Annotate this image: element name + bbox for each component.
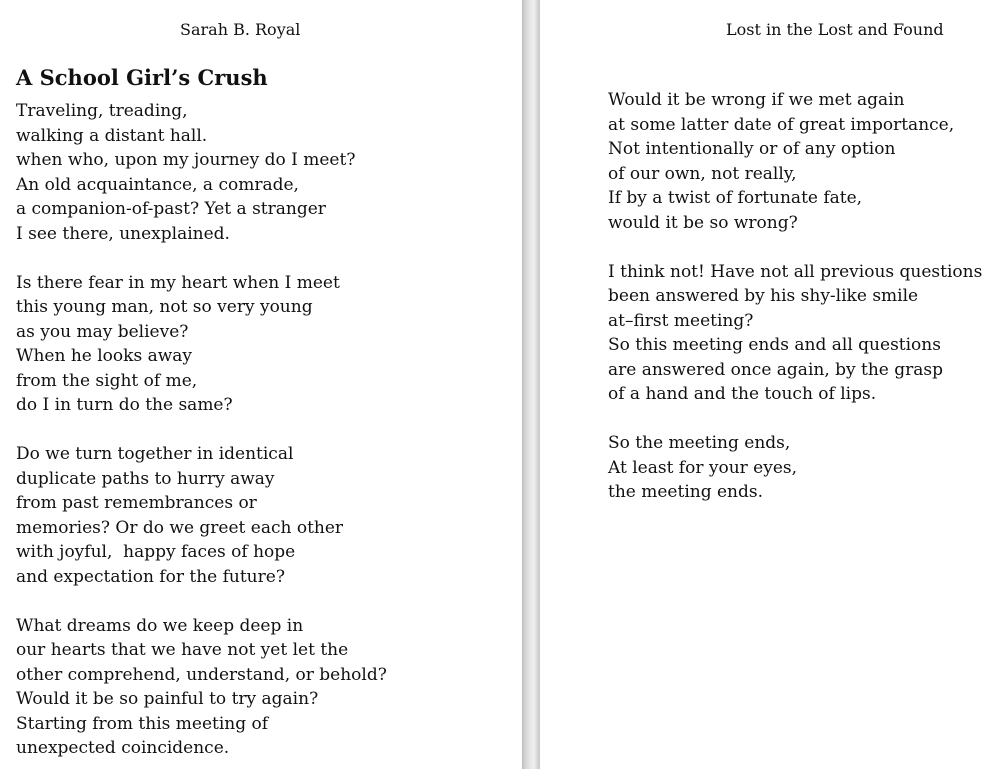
poem-line: and expectation for the future? [16, 566, 285, 587]
poem-line: at–first meeting? [608, 310, 754, 331]
poem-line: When he looks away [16, 346, 193, 366]
poem-line: as you may believe? [16, 321, 189, 342]
right-poem-body [608, 88, 982, 529]
stanza [608, 431, 982, 505]
poem-line: this young man, not so very young [16, 297, 313, 317]
poem-line: duplicate paths to hurry away [16, 468, 275, 489]
poem-line: been answered by his shy-like smile [608, 286, 919, 306]
stanza [16, 271, 387, 418]
right-running-head: Lost in the Lost and Found [726, 20, 944, 39]
poem-line: If by a twist of fortunate fate, [608, 188, 863, 208]
poem-line: from past remembrances or [16, 493, 257, 513]
poem-line: walking a distant hall. [16, 125, 208, 146]
poem-line: the meeting ends. [608, 482, 764, 502]
poem-line: So this meeting ends and all questions [608, 335, 941, 355]
stanza [16, 99, 387, 246]
poem-line: Would it be so painful to try again? [16, 689, 319, 709]
poem-line: I see there, unexplained. [16, 223, 230, 244]
stanza [16, 442, 387, 589]
poem-line: our hearts that we have not yet let the [16, 640, 349, 660]
poem-line: of a hand and the touch of lips. [608, 384, 877, 404]
poem-line: I think not! Have not all previous questions [608, 261, 983, 282]
poem-line: from the sight of me, [16, 370, 198, 391]
poem-line: Starting from this meeting of [16, 713, 269, 734]
poem-line: at some latter date of great importance, [608, 114, 955, 135]
poem-line: a companion-of-past? Yet a stranger [16, 199, 326, 219]
poem-line: Do we turn together in identical [16, 444, 294, 464]
poem-line: unexpected coincidence. [16, 738, 230, 758]
poem-line: do I in turn do the same? [16, 395, 233, 415]
left-poem-body [16, 99, 387, 769]
poem-line: An old acquaintance, a comrade, [16, 174, 299, 195]
poem-line: would it be so wrong? [608, 212, 798, 233]
stanza [608, 260, 982, 407]
poem-line: other comprehend, understand, or behold? [16, 664, 387, 685]
poem-title: A School Girl’s Crush [16, 65, 268, 90]
poem-line: Not intentionally or of any option [608, 139, 896, 159]
poem-line: Is there fear in my heart when I meet [16, 272, 340, 293]
left-running-head: Sarah B. Royal [180, 20, 301, 39]
stanza [608, 88, 982, 235]
book-gutter [522, 0, 540, 769]
poem-line: of our own, not really, [608, 163, 797, 184]
poem-line: So the meeting ends, [608, 433, 791, 453]
stanza [16, 614, 387, 761]
right-page [540, 0, 1001, 769]
poem-line: What dreams do we keep deep in [16, 615, 304, 636]
poem-line: are answered once again, by the grasp [608, 359, 944, 380]
poem-line: memories? Or do we greet each other [16, 517, 344, 538]
poem-line: Would it be wrong if we met again [608, 90, 905, 110]
poem-line: when who, upon my journey do I meet? [16, 150, 356, 170]
poem-line: with joyful, happy faces of hope [16, 542, 296, 562]
poem-line: Traveling, treading, [16, 101, 188, 121]
poem-line: At least for your eyes, [608, 457, 798, 478]
